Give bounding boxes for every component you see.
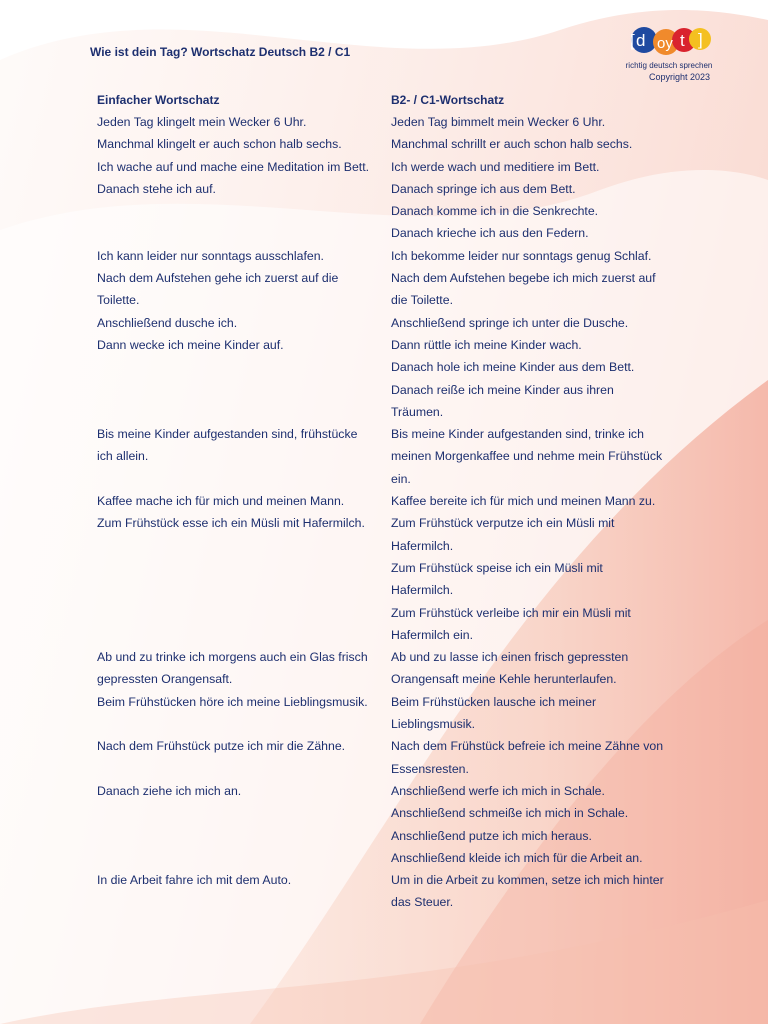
right-cell-line: Beim Frühstücken lausche ich meiner xyxy=(391,694,597,709)
right-cell-line: Anschließend springe ich unter die Dusche. xyxy=(391,315,629,330)
right-cell-line: Zum Frühstück verputze ich ein Müsli mit xyxy=(391,516,615,531)
table-row xyxy=(0,245,768,267)
left-cell xyxy=(97,133,379,155)
right-cell-line: Um in die Arbeit zu kommen, setze ich mich hinter xyxy=(391,873,664,888)
table-row xyxy=(0,780,768,869)
right-cell-line: Hafermilch ein. xyxy=(391,627,474,642)
left-cell-line: gepressten Orangensaft. xyxy=(97,672,233,687)
table-row xyxy=(0,312,768,334)
left-cell xyxy=(97,691,379,736)
left-cell-line: Manchmal klingelt er auch schon halb sechs. xyxy=(97,137,342,152)
left-cell-line: Jeden Tag klingelt mein Wecker 6 Uhr. xyxy=(97,115,307,129)
left-cell-line: Zum Frühstück esse ich ein Müsli mit Hafermilch. xyxy=(97,516,365,531)
left-cell-line xyxy=(97,379,379,401)
right-cell-line: Hafermilch. xyxy=(391,583,454,598)
copyright-notice: Copyright 2023 xyxy=(648,72,710,82)
right-cell xyxy=(391,312,681,334)
left-cell-line xyxy=(97,713,379,735)
right-cell-line: Ich werde wach und meditiere im Bett. xyxy=(391,159,600,174)
right-cell xyxy=(391,334,681,423)
left-cell-line: Ab und zu trinke ich morgens auch ein Glas frisch xyxy=(97,650,368,665)
table-row xyxy=(0,735,768,780)
right-cell xyxy=(391,156,681,178)
right-cell-line: Kaffee bereite ich für mich und meinen Mann zu. xyxy=(391,494,656,509)
left-cell-line xyxy=(97,802,379,824)
table-row xyxy=(0,267,768,312)
left-cell-line: Danach stehe ich auf. xyxy=(97,181,216,196)
logo-letter-d: d xyxy=(636,31,646,50)
right-cell xyxy=(391,691,681,736)
left-cell-line: Anschließend dusche ich. xyxy=(97,315,238,330)
logo-letter-bracket-open: [ xyxy=(630,31,635,50)
left-cell-line xyxy=(97,557,379,579)
right-cell-line: Ab und zu lasse ich einen frisch gepressten xyxy=(391,650,629,665)
right-cell-line: Bis meine Kinder aufgestanden sind, trinke ich xyxy=(391,427,644,442)
right-column-header: B2- / C1-Wortschatz xyxy=(391,93,505,107)
right-cell-line: Manchmal schrillt er auch schon halb sechs. xyxy=(391,137,633,152)
left-cell xyxy=(97,334,379,423)
right-cell-line: das Steuer. xyxy=(391,895,454,910)
right-cell-line: Zum Frühstück verleibe ich mir ein Müsli mit xyxy=(391,605,631,620)
table-row xyxy=(0,490,768,512)
table-row xyxy=(0,691,768,736)
logo-letter-bracket-close: ] xyxy=(698,30,703,49)
left-cell-line xyxy=(97,579,379,601)
right-cell-line: Anschließend putze ich mich heraus. xyxy=(391,828,592,843)
left-cell-line xyxy=(97,468,379,490)
left-cell-line xyxy=(97,847,379,869)
left-cell xyxy=(97,512,379,646)
right-cell-line: meinen Morgenkaffee und nehme mein Frühstück xyxy=(391,449,663,464)
logo-letter-t: t xyxy=(680,31,685,50)
table-row xyxy=(0,869,768,914)
left-cell-line xyxy=(97,624,379,646)
left-cell-line: ich allein. xyxy=(97,449,149,464)
logo xyxy=(614,24,724,86)
right-cell xyxy=(391,245,681,267)
right-cell-line: Anschließend schmeiße ich mich in Schale. xyxy=(391,806,629,821)
right-cell-line: Danach krieche ich aus den Federn. xyxy=(391,226,589,241)
left-cell-line xyxy=(97,535,379,557)
left-cell xyxy=(97,780,379,869)
left-cell xyxy=(97,869,379,914)
right-cell-line: Dann rüttle ich meine Kinder wach. xyxy=(391,337,582,352)
left-cell-line xyxy=(97,825,379,847)
left-cell-line: Danach ziehe ich mich an. xyxy=(97,783,242,798)
right-cell-line: Anschließend kleide ich mich für die Arbeit an. xyxy=(391,850,643,865)
right-cell-line: ein. xyxy=(391,471,411,486)
left-cell xyxy=(97,178,379,245)
left-cell-line: Beim Frühstücken höre ich meine Lieblingsmusik. xyxy=(97,694,368,709)
table-row xyxy=(0,512,768,646)
right-cell-line: Lieblingsmusik. xyxy=(391,717,476,732)
right-cell xyxy=(391,267,681,312)
right-cell-line: Hafermilch. xyxy=(391,538,454,553)
table-row xyxy=(0,111,768,133)
left-cell-line: Dann wecke ich meine Kinder auf. xyxy=(97,337,284,352)
right-cell-line: Träumen. xyxy=(391,404,444,419)
right-cell-line: Danach springe ich aus dem Bett. xyxy=(391,181,576,196)
left-cell-line: Ich kann leider nur sonntags ausschlafen. xyxy=(97,248,324,263)
vocabulary-table xyxy=(0,111,768,914)
right-cell xyxy=(391,111,681,133)
left-cell xyxy=(97,245,379,267)
left-cell xyxy=(97,735,379,780)
right-cell-line: Essensresten. xyxy=(391,761,469,776)
right-cell xyxy=(391,512,681,646)
logo-letter-oy: oy xyxy=(657,35,673,52)
right-cell xyxy=(391,780,681,869)
right-cell-line: Ich bekomme leider nur sonntags genug Schlaf. xyxy=(391,248,652,263)
left-cell xyxy=(97,646,379,691)
left-cell xyxy=(97,267,379,312)
left-cell xyxy=(97,490,379,512)
right-cell-line: Nach dem Aufstehen begebe ich mich zuerst auf xyxy=(391,271,656,286)
table-row xyxy=(0,133,768,155)
left-cell-line xyxy=(97,602,379,624)
table-row xyxy=(0,178,768,245)
left-cell-line xyxy=(97,222,379,244)
right-cell-line: Danach reiße ich meine Kinder aus ihren xyxy=(391,382,614,397)
right-cell-line: Jeden Tag bimmelt mein Wecker 6 Uhr. xyxy=(391,115,606,129)
right-cell-line: Orangensaft meine Kehle herunterlaufen. xyxy=(391,672,617,687)
right-cell-line: Nach dem Frühstück befreie ich meine Zähne von xyxy=(391,739,664,754)
right-cell-line: Zum Frühstück speise ich ein Müsli mit xyxy=(391,560,603,575)
table-row xyxy=(0,646,768,691)
table-row xyxy=(0,334,768,423)
right-cell xyxy=(391,423,681,490)
right-cell-line: Danach hole ich meine Kinder aus dem Bett. xyxy=(391,360,635,375)
table-row xyxy=(0,423,768,490)
right-cell xyxy=(391,869,681,914)
right-cell-line: Danach komme ich in die Senkrechte. xyxy=(391,204,599,219)
right-cell-line: Anschließend werfe ich mich in Schale. xyxy=(391,783,605,798)
page-title: Wie ist dein Tag? Wortschatz Deutsch B2 / C1 xyxy=(90,45,351,59)
right-cell xyxy=(391,490,681,512)
table-row xyxy=(0,156,768,178)
right-cell xyxy=(391,646,681,691)
logo-mark xyxy=(624,24,714,60)
right-cell xyxy=(391,178,681,245)
right-cell xyxy=(391,735,681,780)
left-cell-line: Nach dem Aufstehen gehe ich zuerst auf die xyxy=(97,271,339,286)
left-cell xyxy=(97,423,379,490)
left-cell-line xyxy=(97,891,379,913)
left-column-header: Einfacher Wortschatz xyxy=(97,93,220,107)
left-cell-line xyxy=(97,356,379,378)
left-cell-line xyxy=(97,200,379,222)
left-cell xyxy=(97,312,379,334)
logo-tagline: richtig deutsch sprechen xyxy=(625,61,713,70)
left-cell-line xyxy=(97,401,379,423)
left-cell-line: Nach dem Frühstück putze ich mir die Zähne. xyxy=(97,739,346,754)
right-cell-line: die Toilette. xyxy=(391,293,453,308)
left-cell-line: Toilette. xyxy=(97,293,140,308)
left-cell-line: Ich wache auf und mache eine Meditation im Bett. xyxy=(97,159,370,174)
left-cell-line: Kaffee mache ich für mich und meinen Mann. xyxy=(97,494,345,509)
left-cell-line xyxy=(97,758,379,780)
left-cell xyxy=(97,111,379,133)
left-cell-line: In die Arbeit fahre ich mit dem Auto. xyxy=(97,873,292,888)
right-cell xyxy=(391,133,681,155)
left-cell-line: Bis meine Kinder aufgestanden sind, frühstücke xyxy=(97,427,358,442)
left-cell xyxy=(97,156,379,178)
